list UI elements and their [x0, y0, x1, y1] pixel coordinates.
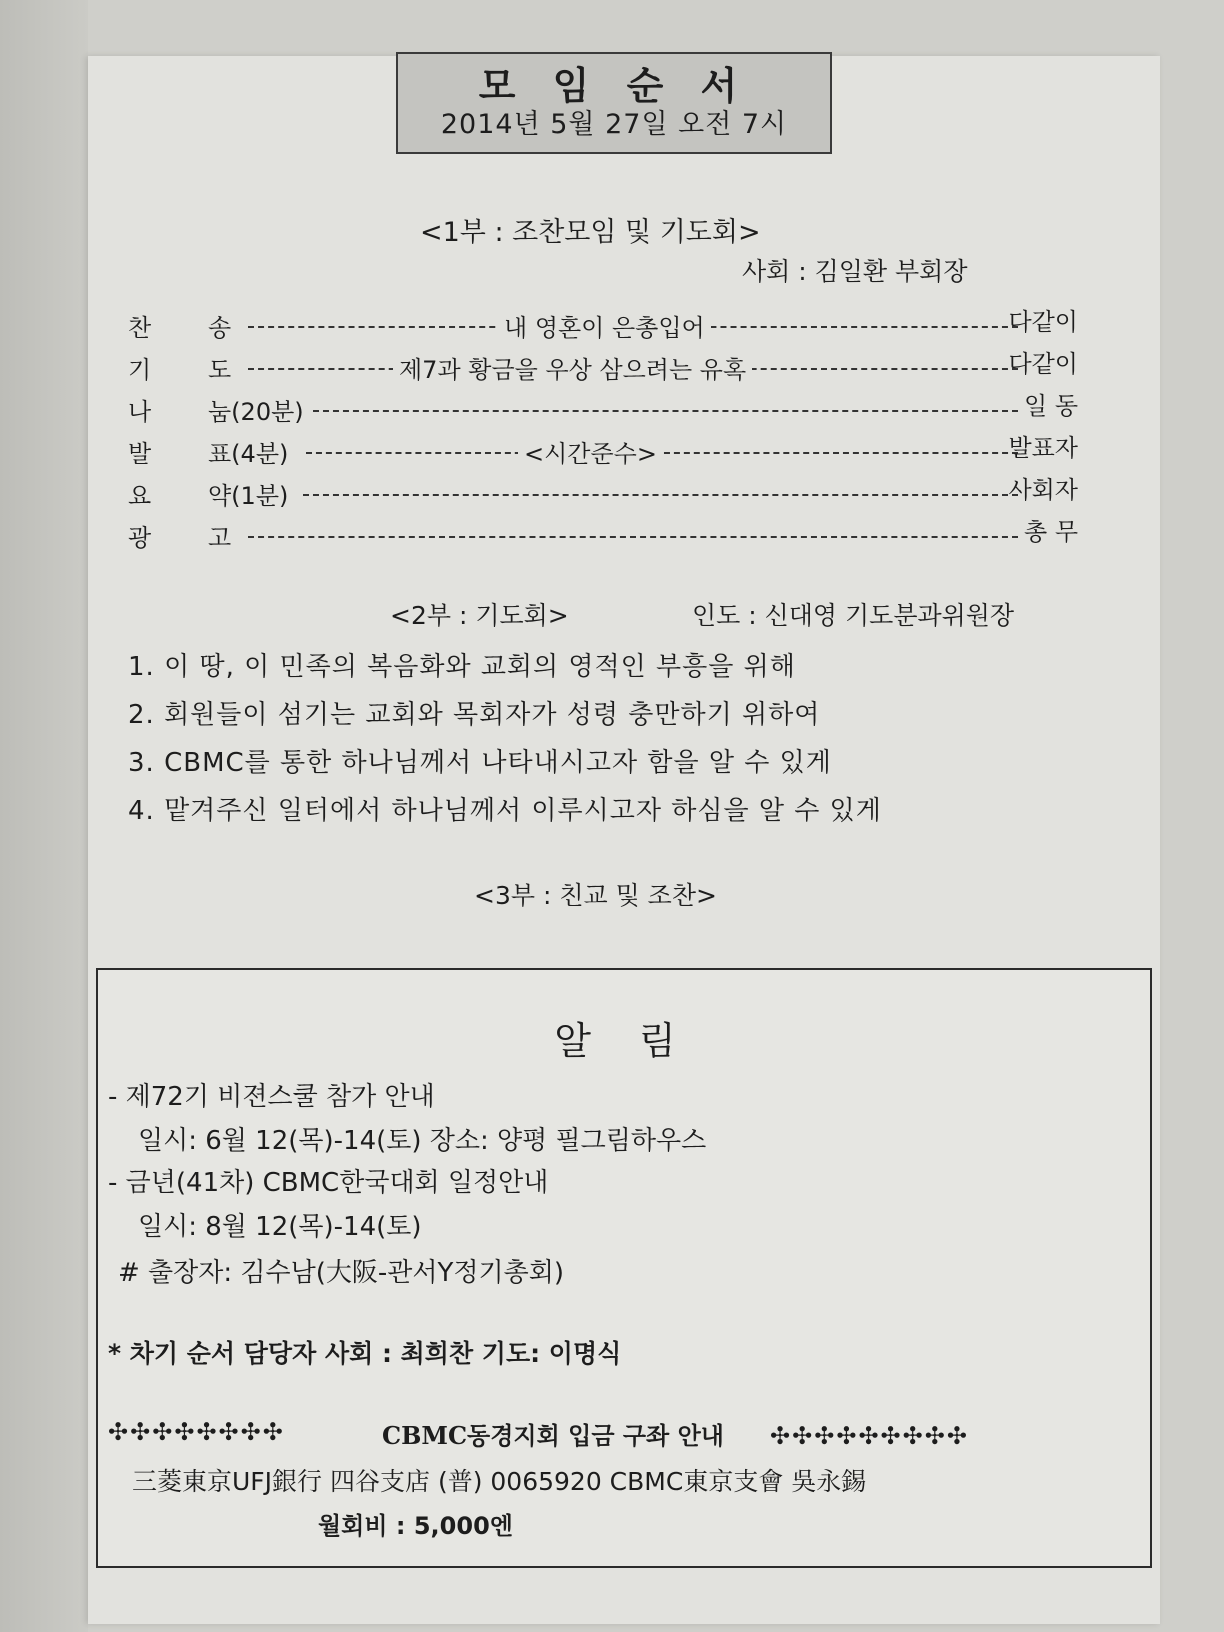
- program-row: [128, 434, 1078, 470]
- program-label-2: 송: [208, 314, 232, 342]
- program-person: 일 동: [1024, 392, 1078, 420]
- program-detail: 내 영혼이 은총입어: [498, 308, 711, 343]
- title-box: [396, 52, 832, 154]
- program-row: [128, 476, 1078, 512]
- diamond-ornament-right: ✣✣✣✣✣✣✣✣✣: [770, 1422, 969, 1450]
- program-person: 사회자: [1008, 476, 1078, 504]
- notice-line: 일시: 6월 12(목)-14(토) 장소: 양평 필그림하우스: [138, 1126, 707, 1156]
- part1-heading: <1부 : 조찬모임 및 기도회>: [420, 217, 761, 248]
- program-row: [128, 392, 1078, 428]
- program-person: 다같이: [1008, 308, 1078, 336]
- diamond-ornament-left: ✣✣✣✣✣✣✣✣: [108, 1418, 285, 1446]
- program-label-1: 찬: [128, 314, 152, 342]
- program-label-1: 요: [128, 482, 152, 510]
- part3-heading: <3부 : 친교 및 조찬>: [474, 881, 717, 910]
- part2-heading: <2부 : 기도회>: [390, 601, 569, 630]
- program-label-2: 표(4분): [208, 440, 289, 468]
- part2-leader: 인도 : 신대영 기도분과위원장: [692, 601, 1015, 630]
- part1-moderator: 사회 : 김일환 부회장: [742, 257, 968, 286]
- program-label-2: 눔(20분): [208, 398, 304, 426]
- page-title: 모 임 순 서: [478, 64, 750, 108]
- program-label-1: 광: [128, 524, 152, 552]
- program-row: [128, 350, 1078, 386]
- program-row: [128, 308, 1078, 344]
- program-detail: <시간준수>: [518, 434, 663, 469]
- leader-dashes: [313, 410, 1018, 412]
- program-person: 발표자: [1008, 434, 1078, 462]
- program-label-1: 나: [128, 398, 152, 426]
- next-duty: * 차기 순서 담당자 사회 : 최희찬 기도: 이명식: [108, 1339, 622, 1368]
- program-label-1: 발: [128, 440, 152, 468]
- notice-line: - 금년(41차) CBMC한국대회 일정안내: [108, 1168, 549, 1198]
- notice-line: 일시: 8월 12(목)-14(토): [138, 1212, 422, 1242]
- program-row: [128, 518, 1078, 554]
- program-person: 다같이: [1008, 350, 1078, 378]
- program-label-2: 약(1분): [208, 482, 289, 510]
- leader-dashes: [303, 494, 1018, 496]
- meeting-date: 2014년 5월 27일 오전 7시: [440, 109, 788, 140]
- program-person: 총 무: [1024, 518, 1078, 546]
- account-detail: 三菱東京UFJ銀行 四谷支店 (普) 0065920 CBMC東京支會 吳永錫: [132, 1467, 867, 1496]
- program-label-2: 도: [208, 356, 232, 384]
- notice-title: 알 림: [554, 1019, 694, 1063]
- prayer-item: 4. 맡겨주신 일터에서 하나님께서 이루시고자 하심을 알 수 있게: [128, 796, 882, 826]
- notice-box: [96, 968, 1152, 1568]
- program-detail: 제7과 황금을 우상 삼으려는 유혹: [393, 350, 752, 385]
- program-label-2: 고: [208, 524, 232, 552]
- monthly-fee: 월회비 : 5,000엔: [318, 1512, 513, 1540]
- notice-line: # 출장자: 김수남(大阪-관서Y정기총회): [118, 1258, 565, 1288]
- account-heading: CBMC동경지회 입금 구좌 안내: [382, 1421, 724, 1450]
- prayer-item: 3. CBMC를 통한 하나님께서 나타내시고자 함을 알 수 있게: [128, 748, 832, 778]
- program-label-1: 기: [128, 356, 152, 384]
- prayer-item: 2. 회원들이 섬기는 교회와 목회자가 성령 충만하기 위하여: [128, 700, 821, 730]
- prayer-item: 1. 이 땅, 이 민족의 복음화와 교회의 영적인 부흥을 위해: [128, 652, 796, 682]
- leader-dashes: [248, 536, 1018, 538]
- notice-line: - 제72기 비젼스쿨 참가 안내: [108, 1082, 435, 1112]
- page-edge-shadow: [0, 0, 88, 1632]
